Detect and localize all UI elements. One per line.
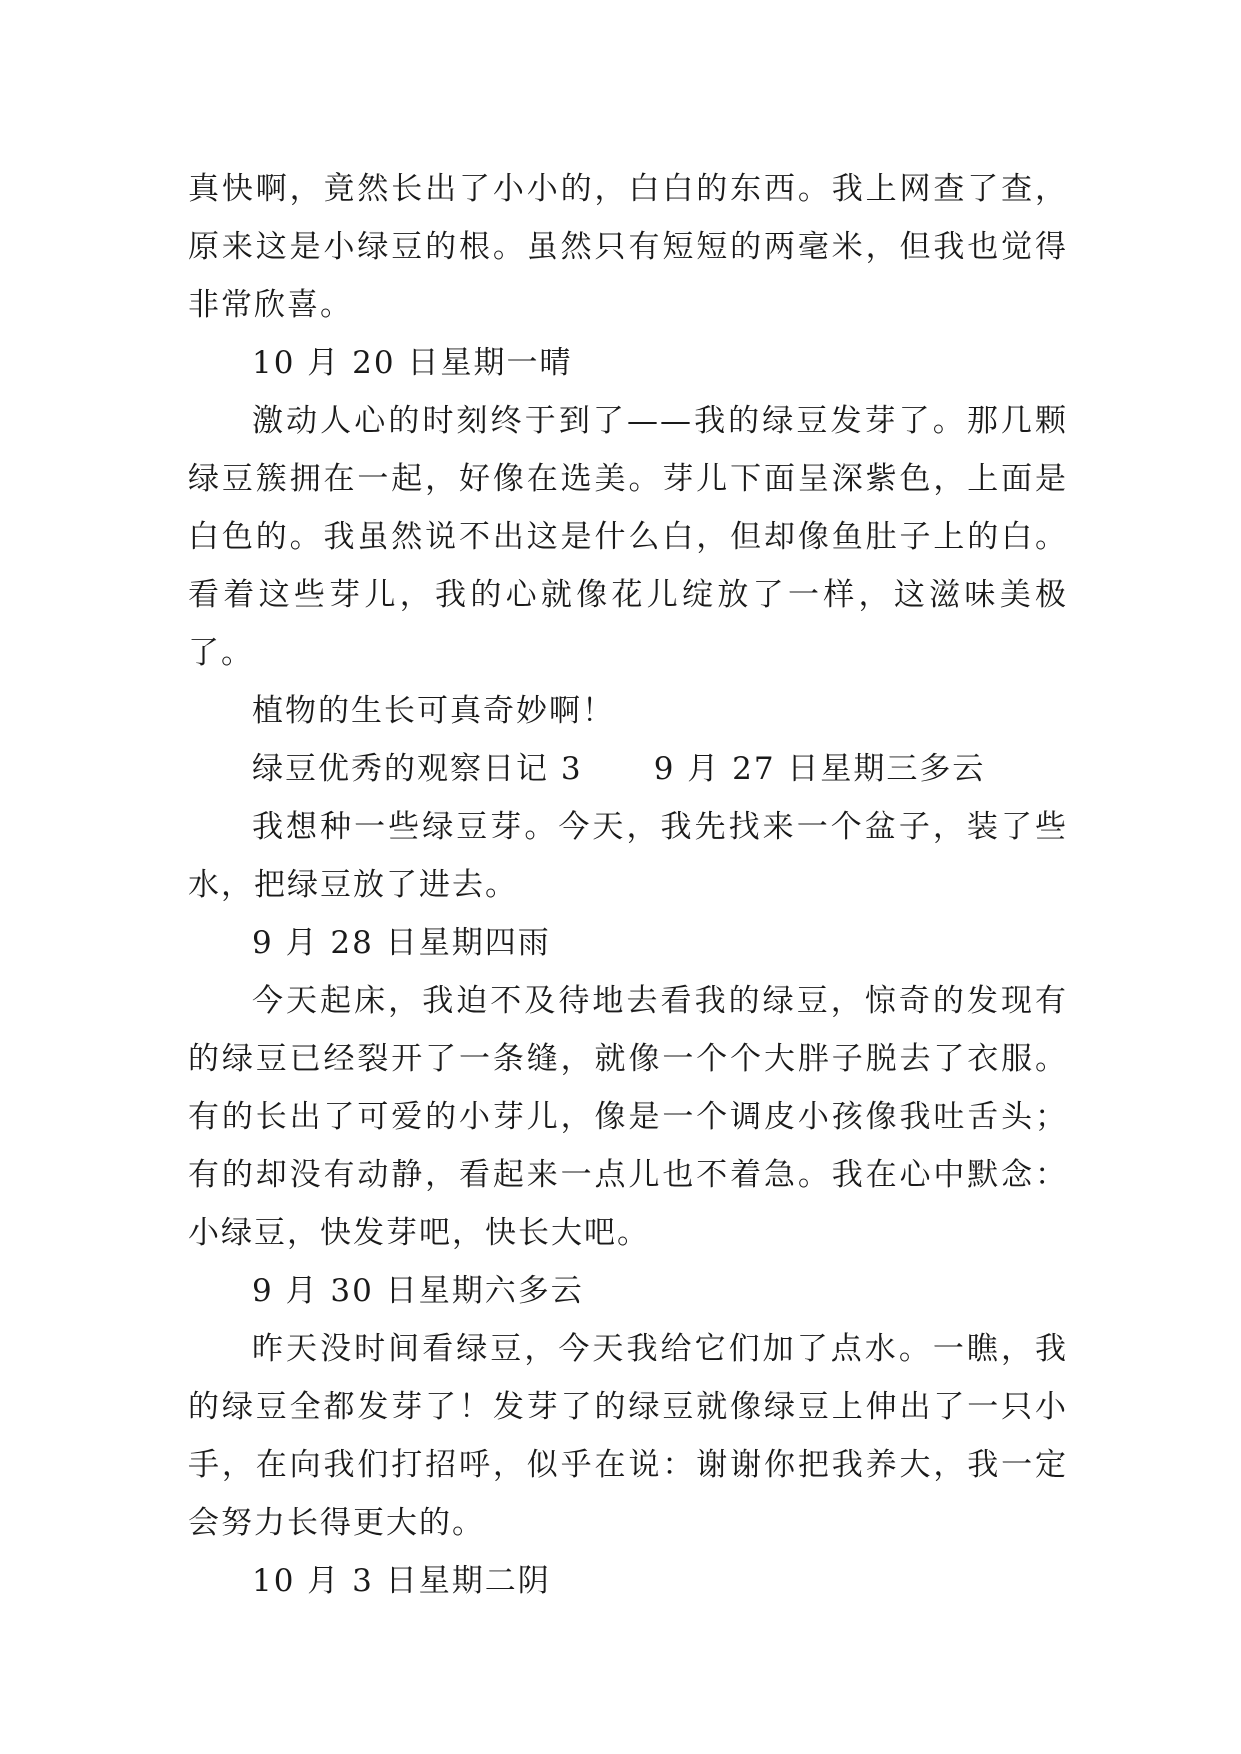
paragraph: 激动人心的时刻终于到了——我的绿豆发芽了。那几颗绿豆簇拥在一起，好像在选美。芽儿下面呈深紫色，上面是白色的。我虽然说不出这是什么白，但却像鱼肚子上的白。看着这些芽儿，我的心就像花儿绽放了一样，这滋味美极了。 [188,403,1068,671]
paragraph-continued: 真快啊，竟然长出了小小的，白白的东西。我上网查了查，原来这是小绿豆的根。虽然只有短短的两毫米，但我也觉得非常欣喜。 [188,171,1068,323]
document-body [188,160,1068,1610]
diary-date-heading: 10 月 3 日星期二阴 [252,1563,551,1599]
diary-date-heading: 9 月 30 日星期六多云 [252,1273,584,1309]
paragraph: 今天起床，我迫不及待地去看我的绿豆，惊奇的发现有的绿豆已经裂开了一条缝，就像一个个大胖子脱去了衣服。有的长出了可爱的小芽儿，像是一个调皮小孩像我吐舌头；有的却没有动静，看起来一点儿也不着急。我在心中默念：小绿豆，快发芽吧，快长大吧。 [188,983,1068,1251]
paragraph: 我想种一些绿豆芽。今天，我先找来一个盆子，装了些水，把绿豆放了进去。 [188,809,1068,903]
paragraph: 植物的生长可真奇妙啊！ [252,693,615,729]
diary-title-and-date: 绿豆优秀的观察日记 3 9 月 27 日星期三多云 [252,751,986,787]
diary-date-heading: 10 月 20 日星期一晴 [252,345,573,381]
diary-date-heading: 9 月 28 日星期四雨 [252,925,551,961]
paragraph: 昨天没时间看绿豆，今天我给它们加了点水。一瞧，我的绿豆全都发芽了！发芽了的绿豆就像绿豆上伸出了一只小手，在向我们打招呼，似乎在说：谢谢你把我养大，我一定会努力长得更大的。 [188,1331,1068,1541]
